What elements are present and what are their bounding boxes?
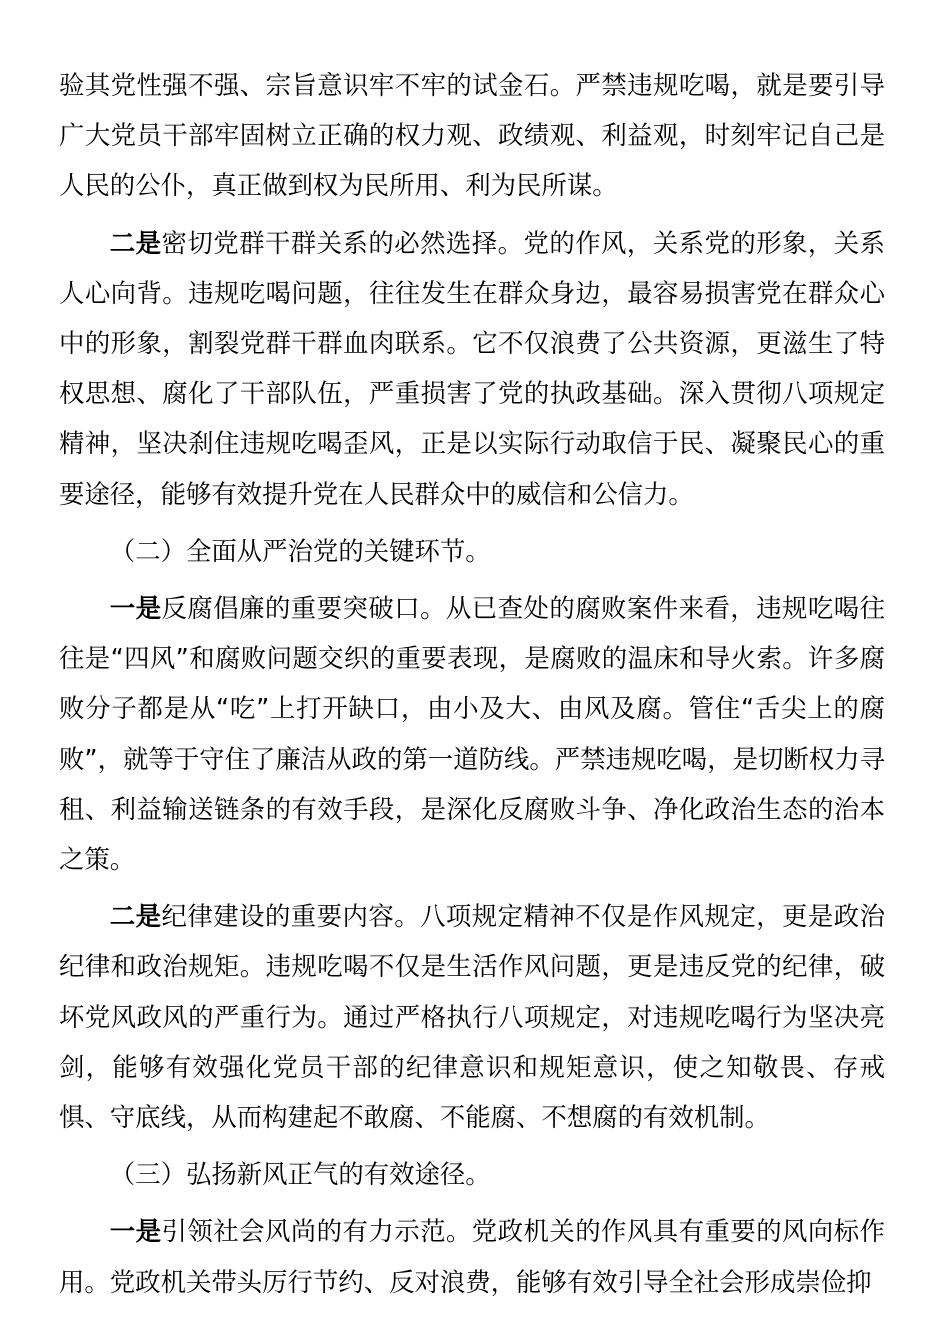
paragraph-text: 密切党群干群关系的必然选择。党的作风，关系党的形象，关系人心向背。违规吃喝问题，往往发生在群众身边，最容易损害党在群众心中的形象，割裂党群干群血肉联系。它不仅浪费了公共资源，更滋生了特权思想、腐化了干部队伍，严重损害了党的执政基础。深入贯彻八项规定精神，坚决刹住违规吃喝歪风，正是以实际行动取信于民、凝聚民心的重要途径，能够有效提升党在人民群众中的威信和公信力。 <box>59 227 886 509</box>
paragraph-continuation <box>59 60 885 211</box>
paragraph-point <box>59 218 885 519</box>
paragraph-lead: 二是 <box>109 227 162 258</box>
section-heading-text: （三）弘扬新风正气的有效途径。 <box>109 1159 491 1190</box>
paragraph-point <box>59 583 885 884</box>
paragraph-point <box>59 1206 885 1306</box>
paragraph-text: 反腐倡廉的重要突破口。从已查处的腐败案件来看，违规吃喝往往是“四风”和腐败问题交织的重要表现，是腐败的温床和导火索。许多腐败分子都是从“吃”上打开缺口，由小及大、由风及腐。管住“舌尖上的腐败”，就等于守住了廉洁从政的第一道防线。严禁违规吃喝，是切断权力寻租、利益输送链条的有效手段，是深化反腐败斗争、净化政治生态的治本之策。 <box>59 593 886 875</box>
section-heading <box>59 526 885 576</box>
section-heading-text: （二）全面从严治党的关键环节。 <box>109 535 491 566</box>
document-page <box>59 60 885 1314</box>
paragraph-text: 验其党性强不强、宗旨意识牢不牢的试金石。严禁违规吃喝，就是要引导广大党员干部牢固树立正确的权力观、政绩观、利益观，时刻牢记自己是人民的公仆，真正做到权为民所用、利为民所谋。 <box>59 70 885 201</box>
paragraph-lead: 二是 <box>109 901 162 932</box>
paragraph-text: 引领社会风尚的有力示范。党政机关的作风具有重要的风向标作用。党政机关带头厉行节约、反对浪费，能够有效引导全社会形成崇俭抑 <box>59 1216 886 1297</box>
section-heading <box>59 1149 885 1199</box>
paragraph-lead: 一是 <box>109 1216 162 1247</box>
paragraph-point <box>59 891 885 1142</box>
paragraph-text: 纪律建设的重要内容。八项规定精神不仅是作风规定，更是政治纪律和政治规矩。违规吃喝不仅是生活作风问题，更是违反党的纪律，破坏党风政风的严重行为。通过严格执行八项规定，对违规吃喝行为坚决亮剑，能够有效强化党员干部的纪律意识和规矩意识，使之知敬畏、存戒惧、守底线，从而构建起不敢腐、不能腐、不想腐的有效机制。 <box>59 901 886 1133</box>
paragraph-lead: 一是 <box>109 593 162 624</box>
